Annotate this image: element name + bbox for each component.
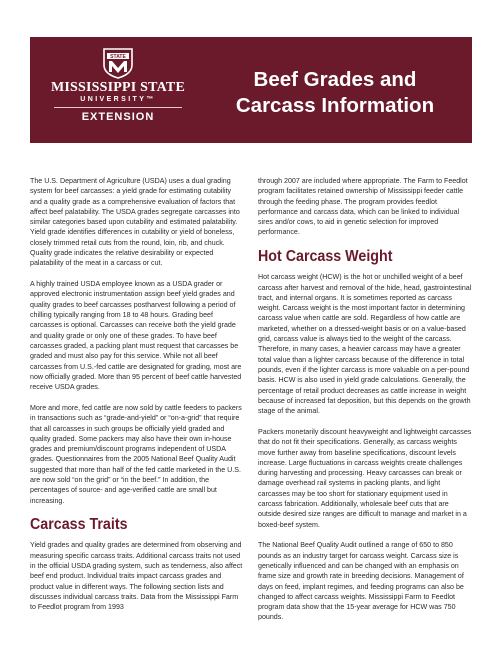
intro-paragraph: The U.S. Department of Agriculture (USDA) uses a dual grading system for beef carcasses: a yield grade for estimating cutability and a quality grade as a comprehensive evaluation of factors that affect beef palatability. The USDA grades segregate carcasses into similar categories based upon cutability and estimated palatability. Yield grade identifies differences in cutability or yield of boneless, closely trimmed retail cuts from the round, loin, rib, and chuck. Quality grade indicates the relative desirability or expected palatability of the meat in a carcass or cut. — [30, 177, 240, 268]
grading-paragraph: A highly trained USDA employee known as a USDA grader or approved electronic instrumentation assign beef yield grades and quality grades to beef carcasses postharvest following a period of chilling typically ranging from 18 to 48 hours. Grading beef carcasses is optional. Carcasses can receive both the yield grade and quality grade or only one of these grades. To have beef carcasses graded, a packing plant must request that carcasses be graded and must also pay for this service. While not all beef carcasses from U.S.-fed cattle are designated for grading, most are now officially graded. More than 95 percent of beef cattle harvested receive USDA grades. — [30, 280, 242, 392]
state-seal-icon — [98, 47, 138, 79]
document-title — [206, 67, 464, 119]
title-line-2: Carcass Information — [235, 94, 435, 117]
university-subtitle: UNIVERSITY™ — [80, 96, 156, 103]
carcass-traits-paragraph: Yield grades and quality grades are determined from observing and measuring specific carcass traits. Additional carcass traits not used in the official USDA grading system, such as tenderness, also affect beef end product. Individual traits impact carcass grades and product value in different ways. The following section lists and discusses individual carcass traits. Data from the Mississippi Farm to Feedlot program from 1993 — [30, 541, 243, 612]
right-column — [258, 176, 472, 633]
university-logo — [38, 47, 198, 137]
left-column — [30, 176, 244, 623]
feedlot-paragraph: through 2007 are included where appropriate. The Farm to Feedlot program facilitates retained ownership of Mississippi feeder cattle through the feeding phase. The program provides feedlot performance and carcass data, which can be linked to individual sires and/or cows, to aid in genetic selection for improved performance. — [258, 177, 468, 237]
title-line-1: Beef Grades and — [253, 68, 417, 91]
hot-carcass-weight-heading: Hot Carcass Weight — [258, 248, 393, 266]
university-name: MISSISSIPPI STATE — [51, 80, 185, 95]
header-banner — [30, 37, 472, 143]
logo-divider — [54, 107, 182, 108]
svg-text:STATE: STATE — [110, 54, 126, 60]
extension-label: EXTENSION — [81, 111, 155, 123]
hcw-definition-paragraph: Hot carcass weight (HCW) is the hot or unchilled weight of a beef carcass after harvest and removal of the hide, head, gastrointestinal tract, and internal organs. It is sometimes reported as carcass weight. Carcass weight is the most important factor in determining carcass value when cattle are sold. Regardless of how cattle are marketed, whether on a dressed-weight basis or on a value-based grid, carcass value is always tied to the weight of the carcass. Therefore, in many cases, a heavier carcass may have a greater total value than a lighter carcass because of the difference in total pounds, even if the lighter carcass is more valuable on a per-pound basis. HCW is also used in yield grade calculations. Generally, the percentage of retail product decreases as cattle increase in weight because of increased fat deposition, but this depends on the growth stage of the animal. — [258, 273, 472, 416]
quality-audit-paragraph: The National Beef Quality Audit outlined a range of 650 to 850 pounds as an industry target for carcass weight. Carcass size is genetically influenced and can be changed with an emphasis on frame size and growth rate in breeding decisions. Management of days on feed, implant regimes, and feeding programs can also be changed to affect carcass weights. Mississippi Farm to Feedlot program data show that the 15-year average for HCW was 750 pounds. — [258, 541, 464, 622]
marketing-paragraph: More and more, fed cattle are now sold by cattle feeders to packers in transactions such as “grade-and-yield” or “on-a-grid” that require that all carcasses in such groups be officially yield graded and quality graded. Some packers may also have their own in-house grades and premium/discount programs independent of USDA grades. Questionnaires from the 2005 National Beef Quality Audit suggested that more than half of the fed cattle marketed in the U.S. are now sold “on the grid” or “in the beef.” In addition, the percentages of source- and age-verified cattle are small but increasing. — [30, 403, 242, 505]
packer-discount-paragraph: Packers monetarily discount heavyweight and lightweight carcasses that do not fit their specifications. Generally, as carcass weights move further away from baseline specifications, discount levels increase. Large fluctuations in carcass weights create challenges during harvesting and processing. Heavy carcasses can break or damage overhead rail systems in packing plants, and light carcasses may be too short for stationary equipment used in carcass fabrication. Additionally, wholesale beef cuts that are outside desired size ranges are difficult to manage and market in a boxed-beef system. — [258, 427, 472, 529]
carcass-traits-heading: Carcass Traits — [30, 516, 128, 534]
